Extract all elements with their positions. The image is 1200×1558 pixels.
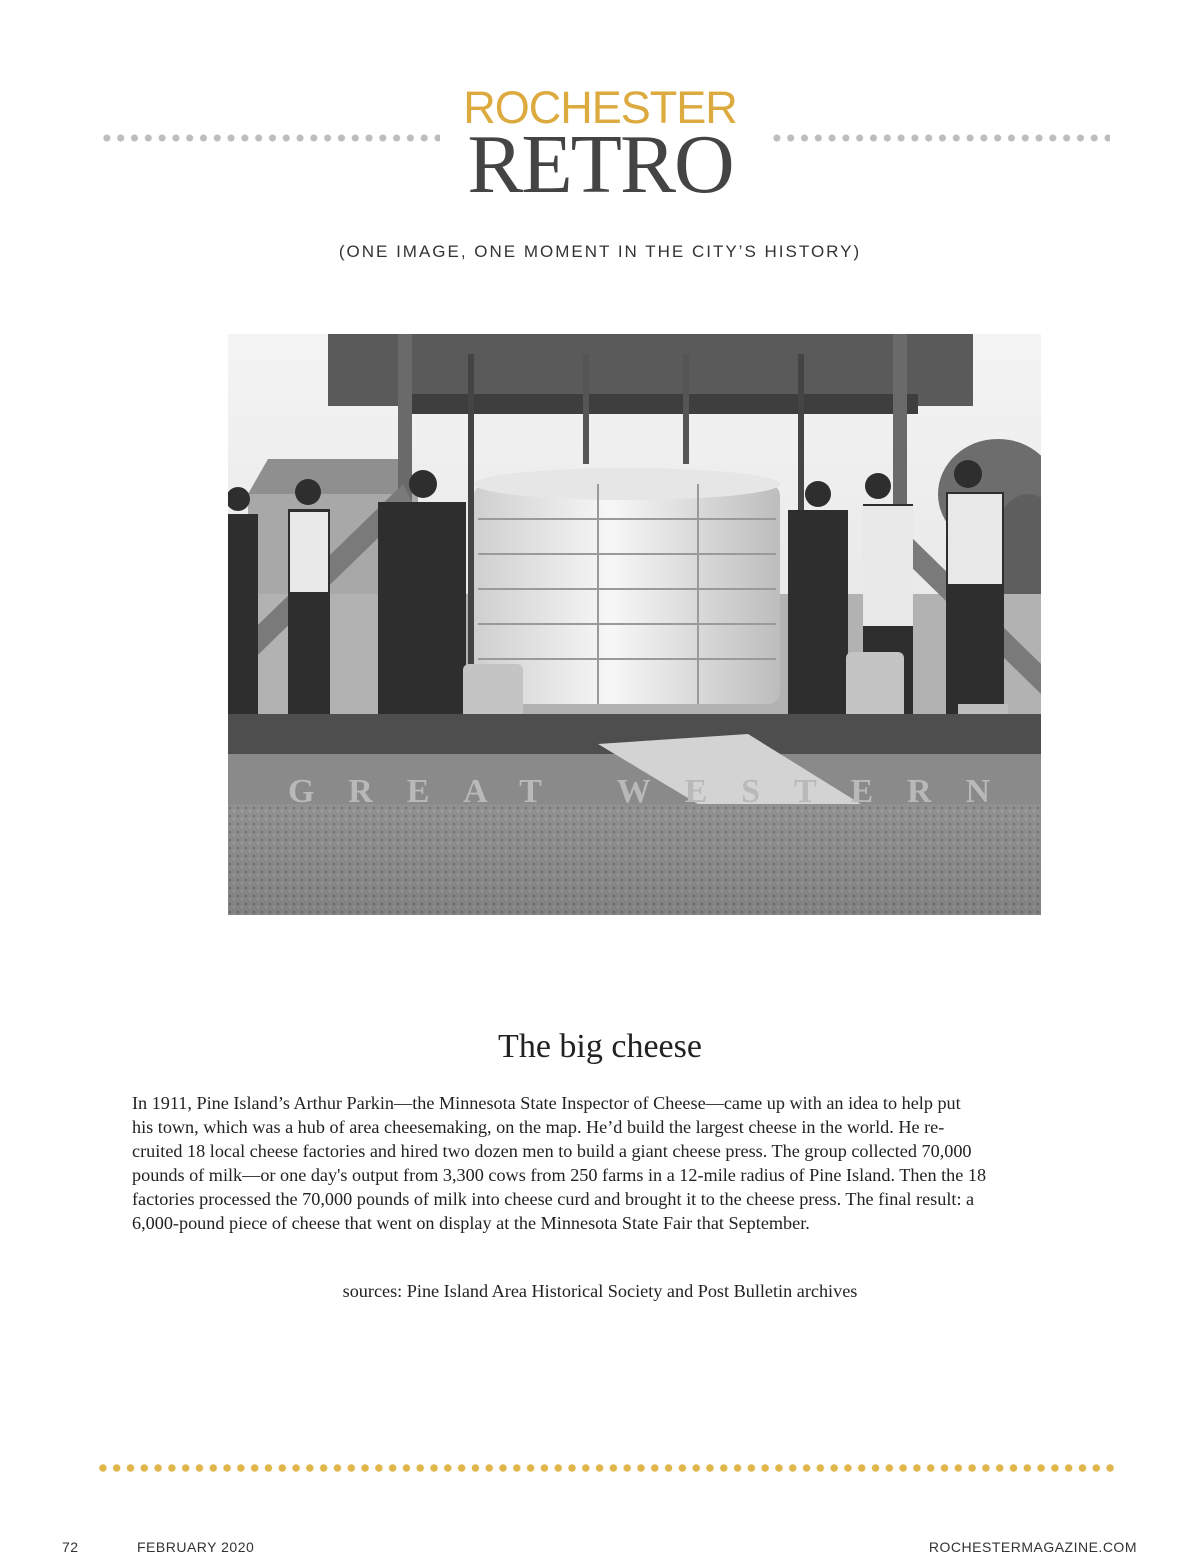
article-body [132,1091,1072,1235]
article-body-line: In 1911, Pine Island’s Arthur Parkin—the Minnesota State Inspector of Cheese—came up with an idea to help put [132,1093,961,1113]
issue-date: FEBRUARY 2020 [137,1539,255,1555]
article-body-line: cruited 18 local cheese factories and hired two dozen men to build a giant cheese press. The group collected 70,000 [132,1141,972,1161]
footer-dot-rule [96,1463,1114,1473]
article-body-line: pounds of milk—or one day's output from 3,300 cows from 250 farms in a 12-mile radius of Pine Island. Then the 18 [132,1165,987,1185]
article-body-line: factories processed the 70,000 pounds of milk into cheese curd and brought it to the cheese press. The final result: a [132,1189,975,1209]
historical-photo [228,334,1041,915]
page-number: 72 [62,1539,79,1555]
railcar-sign-text: GREAT WESTERN [288,773,1008,810]
section-title: RETRO [467,118,733,211]
article-sources: sources: Pine Island Area Historical Society and Post Bulletin archives [342,1281,858,1301]
article-heading: The big cheese [498,1028,702,1065]
section-kicker: ROCHESTER [463,82,737,133]
article-body-line: his town, which was a hub of area cheesemaking, on the map. He’d build the largest cheese in the world. He re- [132,1117,945,1137]
section-tagline: (ONE IMAGE, ONE MOMENT IN THE CITY’S HISTORY) [338,242,862,261]
article-body-line: 6,000-pound piece of cheese that went on display at the Minnesota State Fair that September. [132,1213,810,1233]
website-url: ROCHESTERMAGAZINE.COM [928,1539,1137,1555]
